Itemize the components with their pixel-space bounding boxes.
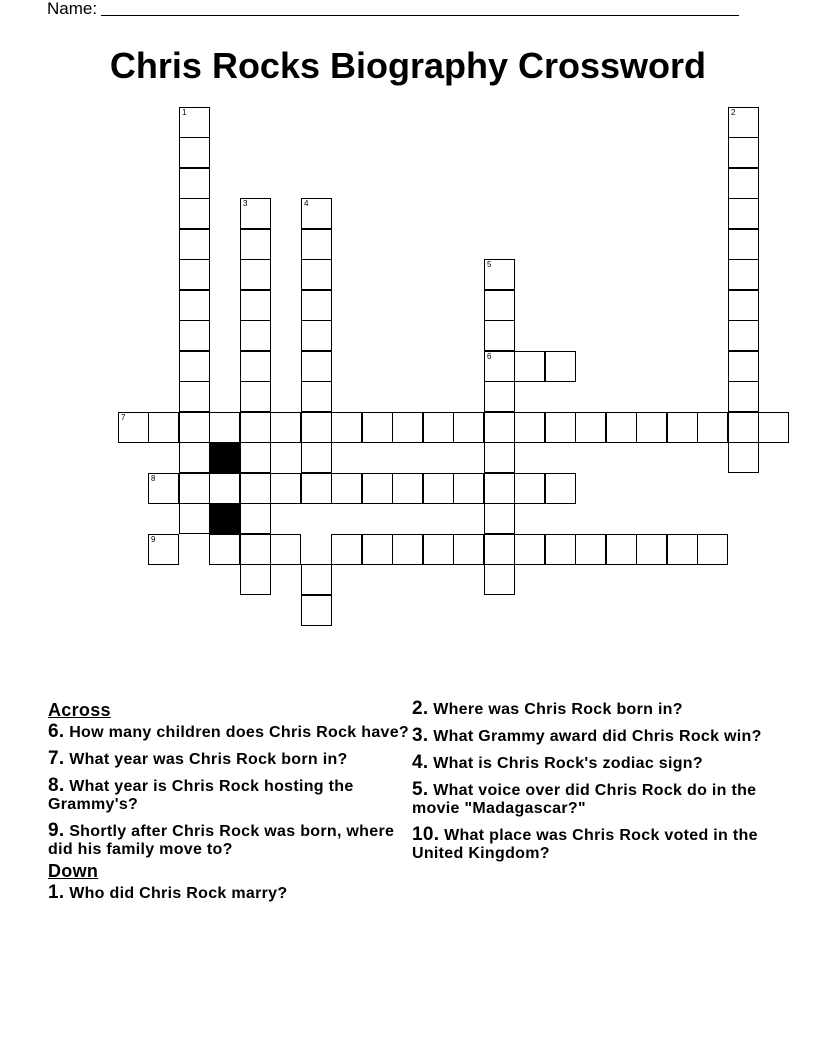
grid-cell[interactable] [514,534,545,565]
grid-cell[interactable] [514,473,545,504]
grid-cell[interactable] [179,381,210,412]
grid-cell[interactable] [362,534,393,565]
grid-cell[interactable] [179,473,210,504]
grid-cell[interactable] [514,412,545,443]
grid-cell[interactable] [301,381,332,412]
grid-cell[interactable] [301,564,332,595]
grid-cell[interactable] [148,473,179,504]
grid-cell[interactable] [240,351,271,382]
grid-cell[interactable] [667,534,698,565]
grid-cell[interactable] [728,198,759,229]
grid-cell[interactable] [270,534,301,565]
grid-cell[interactable] [240,290,271,321]
grid-cell[interactable] [484,564,515,595]
cell-number: 8 [151,474,156,483]
grid-cell[interactable] [179,442,210,473]
grid-cell[interactable] [331,473,362,504]
grid-cell[interactable] [575,412,606,443]
grid-cell[interactable] [179,198,210,229]
grid-cell[interactable] [484,503,515,534]
grid-cell[interactable] [728,442,759,473]
cell-number: 4 [304,199,309,208]
clue-across-6 [48,723,410,742]
clue-number: 5. [412,779,429,800]
grid-cell[interactable] [453,473,484,504]
grid-cell[interactable] [484,259,515,290]
cell-number: 1 [182,108,187,117]
grid-cell[interactable] [484,412,515,443]
grid-cell[interactable] [453,534,484,565]
grid-cell[interactable] [209,412,240,443]
clue-down-4 [412,754,772,773]
grid-cell[interactable] [484,473,515,504]
grid-cell[interactable] [301,198,332,229]
grid-cell[interactable] [728,320,759,351]
grid-cell[interactable] [240,534,271,565]
grid-cell[interactable] [301,320,332,351]
grid-cell[interactable] [362,473,393,504]
clue-text: What is Chris Rock's zodiac sign? [433,755,703,772]
clue-number: 3. [412,725,429,746]
grid-black-cell [209,442,240,473]
grid-cell[interactable] [728,290,759,321]
across-heading: Across [48,700,111,720]
clue-number: 10. [412,824,440,845]
grid-cell[interactable] [484,351,515,382]
grid-cell[interactable] [423,473,454,504]
grid-cell[interactable] [301,259,332,290]
grid-cell[interactable] [118,412,149,443]
grid-cell[interactable] [484,290,515,321]
grid-cell[interactable] [484,442,515,473]
grid-cell[interactable] [240,381,271,412]
grid-cell[interactable] [301,351,332,382]
grid-cell[interactable] [240,320,271,351]
grid-cell[interactable] [240,259,271,290]
cell-number: 9 [151,535,156,544]
grid-cell[interactable] [392,534,423,565]
grid-cell[interactable] [240,412,271,443]
cell-number: 6 [487,352,492,361]
grid-cell[interactable] [209,473,240,504]
grid-cell[interactable] [392,412,423,443]
clue-text: What voice over did Chris Rock do in the movie "Madagascar?" [412,782,757,817]
grid-cell[interactable] [179,137,210,168]
grid-cell[interactable] [728,351,759,382]
grid-cell[interactable] [240,442,271,473]
clue-text: What year was Chris Rock born in? [69,751,348,768]
clue-text: Where was Chris Rock born in? [433,701,683,718]
grid-cell[interactable] [362,412,393,443]
grid-cell[interactable] [240,229,271,260]
grid-cell[interactable] [545,412,576,443]
clue-across-7 [48,750,410,769]
grid-cell[interactable] [606,534,637,565]
clue-number: 4. [412,752,429,773]
grid-cell[interactable] [606,412,637,443]
grid-cell[interactable] [728,168,759,199]
grid-cell[interactable] [728,259,759,290]
cell-number: 3 [243,199,248,208]
grid-cell[interactable] [179,412,210,443]
grid-cell[interactable] [636,534,667,565]
clue-number: 2. [412,698,429,719]
clue-text: What place was Chris Rock voted in the United Kingdom? [412,827,758,862]
grid-cell[interactable] [484,320,515,351]
grid-cell[interactable] [179,503,210,534]
clue-number: 7. [48,748,65,769]
grid-cell[interactable] [209,534,240,565]
name-label: Name: [47,0,98,18]
grid-cell[interactable] [697,534,728,565]
grid-cell[interactable] [423,412,454,443]
clue-number: 6. [48,721,65,742]
grid-cell[interactable] [179,229,210,260]
grid-cell[interactable] [301,229,332,260]
grid-cell[interactable] [179,107,210,138]
grid-cell[interactable] [667,412,698,443]
grid-cell[interactable] [301,442,332,473]
grid-cell[interactable] [179,320,210,351]
grid-cell[interactable] [545,534,576,565]
clue-text: What Grammy award did Chris Rock win? [433,728,762,745]
grid-cell[interactable] [240,473,271,504]
clue-across-8 [48,777,410,814]
grid-cell[interactable] [728,137,759,168]
grid-cell[interactable] [545,473,576,504]
grid-cell[interactable] [301,412,332,443]
grid-cell[interactable] [697,412,728,443]
grid-cell[interactable] [331,534,362,565]
grid-cell[interactable] [301,595,332,626]
grid-cell[interactable] [179,290,210,321]
grid-cell[interactable] [301,473,332,504]
grid-cell[interactable] [423,534,454,565]
clue-text: What year is Chris Rock hosting the Grammy's? [48,778,354,813]
clue-down-10 [412,826,772,863]
clue-down-5 [412,781,772,818]
grid-cell[interactable] [514,351,545,382]
clues-left-column [48,700,410,911]
clue-down-3 [412,727,772,746]
down-heading: Down [48,861,99,881]
grid-cell[interactable] [331,412,362,443]
clue-across-9 [48,822,410,859]
grid-cell[interactable] [484,381,515,412]
grid-cell[interactable] [270,412,301,443]
clue-number: 9. [48,820,65,841]
grid-cell[interactable] [179,259,210,290]
cell-number: 7 [121,413,126,422]
grid-cell[interactable] [728,229,759,260]
grid-cell[interactable] [484,534,515,565]
clue-number: 1. [48,882,65,903]
cell-number: 2 [731,108,736,117]
grid-cell[interactable] [575,534,606,565]
grid-cell[interactable] [728,412,759,443]
clue-down-1 [48,884,410,903]
grid-cell[interactable] [148,412,179,443]
grid-cell[interactable] [301,290,332,321]
grid-cell[interactable] [758,412,789,443]
grid-cell[interactable] [270,473,301,504]
grid-black-cell [209,503,240,534]
grid-cell[interactable] [545,351,576,382]
grid-cell[interactable] [179,168,210,199]
grid-cell[interactable] [728,107,759,138]
page-title: Chris Rocks Biography Crossword [109,45,707,86]
grid-cell[interactable] [636,412,667,443]
clue-number: 8. [48,775,65,796]
clue-text: Shortly after Chris Rock was born, where did his family move to? [48,823,395,858]
grid-cell[interactable] [148,534,179,565]
clue-text: How many children does Chris Rock have? [69,724,409,741]
grid-cell[interactable] [240,503,271,534]
clues-right-column [412,700,772,871]
grid-cell[interactable] [240,198,271,229]
grid-cell[interactable] [240,564,271,595]
grid-cell[interactable] [728,381,759,412]
grid-cell[interactable] [392,473,423,504]
grid-cell[interactable] [453,412,484,443]
cell-number: 5 [487,260,492,269]
clue-down-2 [412,700,772,719]
grid-cell[interactable] [179,351,210,382]
clue-text: Who did Chris Rock marry? [69,885,288,902]
